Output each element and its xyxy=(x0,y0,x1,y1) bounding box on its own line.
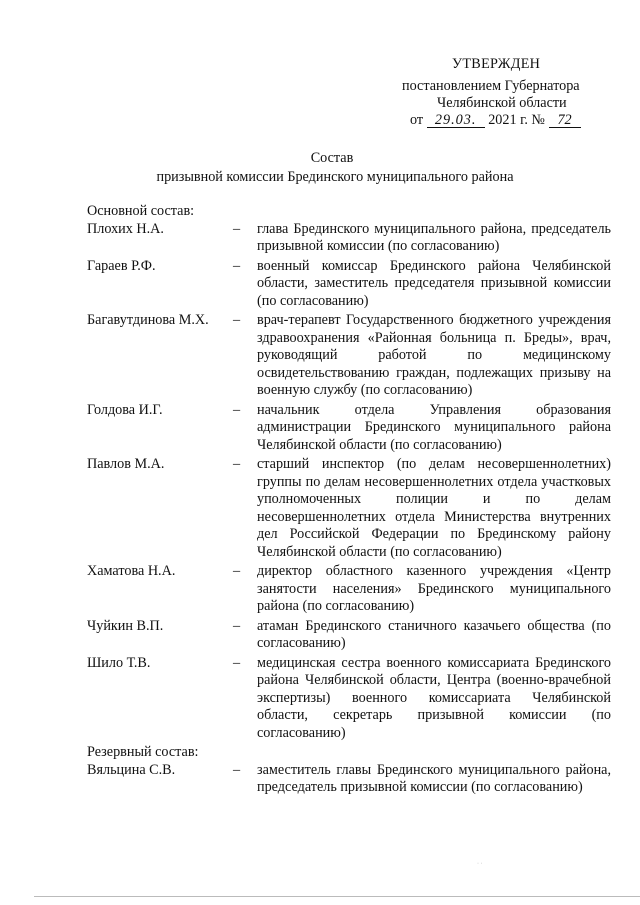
member-dash: – xyxy=(233,312,241,328)
member-entry xyxy=(87,402,617,455)
member-name: Хаматова Н.А. xyxy=(87,563,176,579)
member-name: Чуйкин В.П. xyxy=(87,617,164,634)
member-entry xyxy=(87,456,617,561)
member-name: Плохих Н.А. xyxy=(87,220,164,237)
member-dash: – xyxy=(233,257,241,274)
commission-list xyxy=(87,203,617,799)
member-role: заместитель главы Брединского муниципального района, председатель призывной комиссии (по согласованию) xyxy=(257,761,611,795)
document-subtitle: призывной комиссии Брединского муниципального района xyxy=(156,169,514,185)
member-dash: – xyxy=(233,220,241,237)
approval-title: УТВЕРЖДЕН xyxy=(452,56,541,72)
member-role: врач-терапевт Государственного бюджетного учреждения здравоохранения «Районная больница п. Бреды», врач, руководящий работой по медицинскому освидетельствованию граждан, подлежащих призыву на военную службу (по согласованию) xyxy=(257,312,611,398)
member-entry xyxy=(87,762,617,797)
member-role: начальник отдела Управления образования администрации Брединского муниципального района Челябинской области (по согласованию) xyxy=(257,401,611,453)
approval-number: 72 xyxy=(549,113,581,128)
member-role: медицинская сестра военного комиссариата Брединского района Челябинской области, Центра (военно-врачебной экспертизы) военного комиссариата Челябинской области, секретарь призывной комиссии (по согласованию) xyxy=(257,654,611,741)
member-name: Багавутдинова М.Х. xyxy=(87,312,209,328)
approval-decree-line: постановлением Губернатора xyxy=(402,78,580,94)
scan-speck: · · xyxy=(477,861,483,867)
member-dash: – xyxy=(233,456,241,472)
member-name: Павлов М.А. xyxy=(87,456,165,472)
member-entry xyxy=(87,655,617,743)
document-title: Состав xyxy=(310,150,354,166)
member-entry xyxy=(87,221,617,256)
reserve-section-label: Резервный состав: xyxy=(87,744,199,760)
member-entry xyxy=(87,312,617,400)
member-name: Гараев Р.Ф. xyxy=(87,257,156,274)
approval-date-prefix: от xyxy=(410,112,424,128)
document-heading xyxy=(0,150,640,188)
member-name: Голдова И.Г. xyxy=(87,401,163,418)
member-dash: – xyxy=(233,654,241,671)
member-name: Вяльцина С.В. xyxy=(87,761,176,778)
member-role: директор областного казенного учреждения «Центр занятости населения» Брединского муниципального района (по согласованию) xyxy=(257,563,611,614)
main-section-label: Основной состав: xyxy=(87,203,195,219)
member-dash: – xyxy=(233,617,241,634)
member-name: Шило Т.В. xyxy=(87,654,151,671)
member-entry xyxy=(87,563,617,616)
member-role: атаман Брединского станичного казачьего общества (по согласованию) xyxy=(257,617,611,651)
approval-region-line: Челябинской области xyxy=(437,95,567,111)
approval-date-line xyxy=(410,112,581,130)
member-dash: – xyxy=(233,761,241,778)
member-dash: – xyxy=(233,563,241,579)
member-entry xyxy=(87,618,617,653)
member-role: глава Брединского муниципального района, председатель призывной комиссии (по согласованию) xyxy=(257,220,611,254)
member-dash: – xyxy=(233,401,241,418)
page-bottom-edge xyxy=(34,896,640,897)
approval-year-text: 2021 г. № xyxy=(488,112,545,128)
member-entry xyxy=(87,258,617,311)
member-role: старший инспектор (по делам несовершеннолетних) группы по делам несовершеннолетних отдела участковых уполномоченных полиции и по делам несовершеннолетних отдела Министерства внутренних дел Российской Федерации по Брединскому району Челябинской области (по согласованию) xyxy=(257,456,611,560)
member-role: военный комиссар Брединского района Челябинской области, заместитель председателя призывной комиссии (по согласованию) xyxy=(257,257,611,309)
approval-date: 29.03. xyxy=(427,113,485,128)
